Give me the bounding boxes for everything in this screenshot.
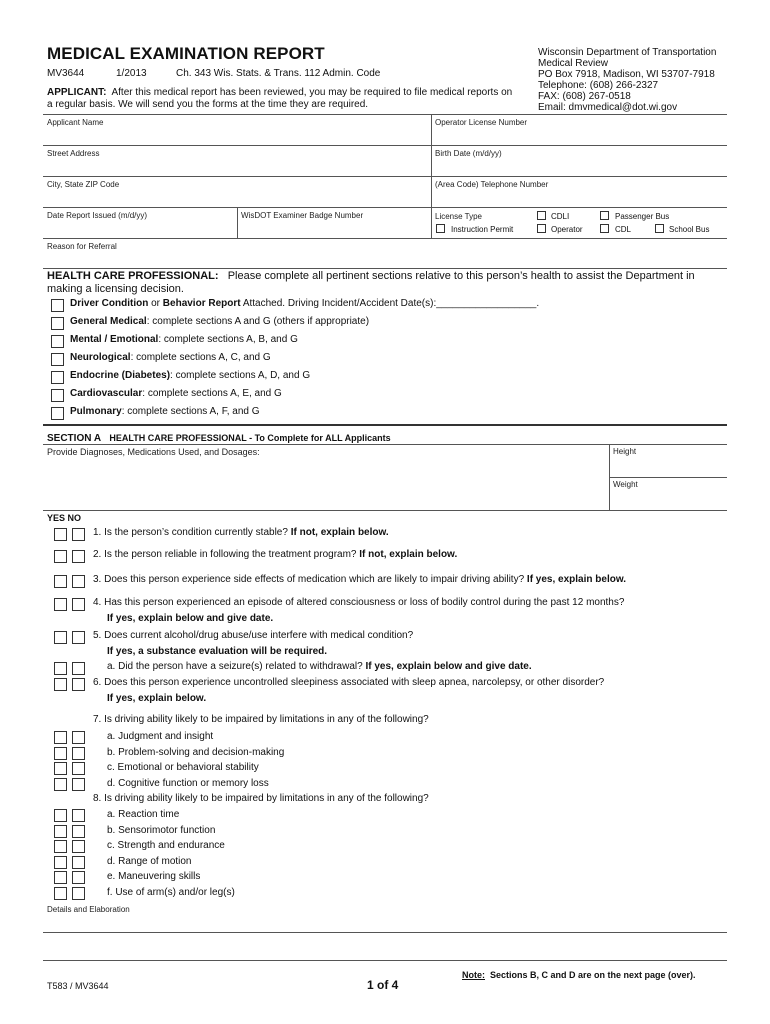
hcp-checkbox[interactable] bbox=[51, 407, 64, 420]
hcp-checkbox[interactable] bbox=[51, 299, 64, 312]
no-checkbox[interactable] bbox=[72, 856, 85, 869]
instruction-permit-checkbox[interactable] bbox=[436, 224, 445, 233]
divider bbox=[43, 238, 727, 239]
section-a-header bbox=[47, 433, 391, 444]
hcp-checkbox[interactable] bbox=[51, 371, 64, 384]
note-text: Sections B, C and D are on the next page (over). bbox=[490, 970, 696, 980]
question-text: d. Range of motion bbox=[107, 855, 192, 867]
question-text: e. Maneuvering skills bbox=[107, 871, 201, 882]
yes-checkbox[interactable] bbox=[54, 840, 67, 853]
license-number-field[interactable]: Operator License Number bbox=[435, 118, 528, 127]
applicant-name-field[interactable]: Applicant Name bbox=[47, 118, 104, 127]
hcp-instructions bbox=[47, 270, 727, 296]
cdl-checkbox[interactable] bbox=[600, 224, 609, 233]
applicant-notice bbox=[47, 87, 517, 111]
instruction-permit-label: Instruction Permit bbox=[451, 225, 514, 234]
hcp-item: Mental / Emotional: complete sections A, B, and G bbox=[70, 334, 298, 345]
agency-line: Telephone: (608) 266-2327 bbox=[538, 80, 659, 91]
telephone-field[interactable]: (Area Code) Telephone Number bbox=[435, 180, 549, 189]
hcp-checkbox[interactable] bbox=[51, 317, 64, 330]
diagnoses-field[interactable]: Provide Diagnoses, Medications Used, and Dosages: bbox=[47, 447, 260, 457]
badge-number-field[interactable]: WisDOT Examiner Badge Number bbox=[241, 211, 364, 220]
cdli-label: CDLI bbox=[551, 212, 570, 221]
no-checkbox[interactable] bbox=[72, 598, 85, 611]
form-authority: Ch. 343 Wis. Stats. & Trans. 112 Admin. Code bbox=[176, 68, 381, 79]
yes-checkbox[interactable] bbox=[54, 778, 67, 791]
agency-line: Medical Review bbox=[538, 58, 609, 69]
form-date: 1/2013 bbox=[116, 68, 147, 79]
question-text: a. Reaction time bbox=[107, 809, 180, 820]
no-checkbox[interactable] bbox=[72, 678, 85, 691]
birth-date-field[interactable]: Birth Date (m/d/yy) bbox=[435, 149, 502, 158]
divider bbox=[431, 114, 432, 238]
school-bus-checkbox[interactable] bbox=[655, 224, 664, 233]
applicant-text: After this medical report has been reviewed, you may be required to file medical reports on a regular basis. We will send you the forms at the time they are required. bbox=[47, 87, 513, 110]
divider bbox=[43, 145, 727, 146]
hcp-checkbox[interactable] bbox=[51, 335, 64, 348]
question-text: 1. Is the person’s condition currently stable? If not, explain below. bbox=[93, 527, 389, 538]
yes-checkbox[interactable] bbox=[54, 856, 67, 869]
no-checkbox[interactable] bbox=[72, 778, 85, 791]
yes-checkbox[interactable] bbox=[54, 747, 67, 760]
hcp-item: Pulmonary: complete sections A, F, and G bbox=[70, 406, 260, 417]
cdl-label: CDL bbox=[615, 225, 632, 234]
applicant-label: APPLICANT: bbox=[47, 87, 107, 98]
divider bbox=[43, 114, 727, 115]
divider bbox=[43, 268, 727, 269]
question-text: 7. Is driving ability likely to be impaired by limitations in any of the following? bbox=[93, 714, 429, 725]
yes-checkbox[interactable] bbox=[54, 887, 67, 900]
weight-field[interactable]: Weight bbox=[613, 480, 638, 489]
footer-form-id: T583 / MV3644 bbox=[47, 981, 109, 991]
question-text: f. Use of arm(s) and/or leg(s) bbox=[107, 886, 235, 898]
divider bbox=[43, 444, 727, 445]
no-checkbox[interactable] bbox=[72, 825, 85, 838]
no-checkbox[interactable] bbox=[72, 528, 85, 541]
question-text: a. Did the person have a seizure(s) related to withdrawal? If yes, explain below and give date. bbox=[107, 661, 532, 672]
divider bbox=[43, 176, 727, 177]
agency-line: Wisconsin Department of Transportation bbox=[538, 47, 717, 58]
license-type-label: License Type bbox=[435, 212, 482, 221]
question-text: 6. Does this person experience uncontrolled sleepiness associated with sleep apnea, narcolepsy, or other disorder? bbox=[93, 677, 605, 688]
note-label: Note: bbox=[462, 970, 485, 980]
reason-for-referral-field[interactable]: Reason for Referral bbox=[47, 242, 117, 251]
hcp-item: General Medical: complete sections A and G (others if appropriate) bbox=[70, 316, 370, 327]
agency-address bbox=[538, 47, 716, 113]
no-checkbox[interactable] bbox=[72, 887, 85, 900]
yes-checkbox[interactable] bbox=[54, 575, 67, 588]
passenger-bus-label: Passenger Bus bbox=[615, 212, 670, 221]
divider bbox=[609, 477, 727, 478]
divider bbox=[43, 960, 727, 961]
question-text: b. Sensorimotor function bbox=[107, 824, 216, 836]
section-a-rule bbox=[43, 424, 727, 426]
hcp-label: HEALTH CARE PROFESSIONAL: bbox=[47, 270, 219, 282]
form-title: MEDICAL EXAMINATION REPORT bbox=[47, 44, 325, 63]
street-address-field[interactable]: Street Address bbox=[47, 149, 100, 158]
question-text: c. Strength and endurance bbox=[107, 840, 225, 851]
footer-note bbox=[462, 970, 696, 980]
yes-no-header: YES NO bbox=[47, 513, 82, 523]
operator-checkbox[interactable] bbox=[537, 224, 546, 233]
question-text: 2. Is the person reliable in following the treatment program? If not, explain below. bbox=[93, 549, 458, 560]
yes-checkbox[interactable] bbox=[54, 550, 67, 563]
section-a-title: HEALTH CARE PROFESSIONAL - To Complete for ALL Applicants bbox=[109, 433, 391, 443]
form-number: MV3644 bbox=[47, 68, 85, 79]
hcp-checkbox[interactable] bbox=[51, 353, 64, 366]
divider bbox=[43, 510, 727, 511]
hcp-item: Endocrine (Diabetes): complete sections A, D, and G bbox=[70, 370, 311, 381]
divider bbox=[237, 207, 238, 238]
question-text: If yes, explain below and give date. bbox=[107, 613, 274, 624]
no-checkbox[interactable] bbox=[72, 871, 85, 884]
yes-checkbox[interactable] bbox=[54, 762, 67, 775]
question-text: 3. Does this person experience side effects of medication which are likely to impair driving ability? If yes, explain below. bbox=[93, 574, 627, 585]
page-number: 1 of 4 bbox=[367, 978, 399, 992]
question-text: If yes, a substance evaluation will be required. bbox=[107, 646, 328, 657]
yes-checkbox[interactable] bbox=[54, 528, 67, 541]
question-text: 5. Does current alcohol/drug abuse/use interfere with medical condition? bbox=[93, 630, 414, 641]
yes-checkbox[interactable] bbox=[54, 871, 67, 884]
no-checkbox[interactable] bbox=[72, 631, 85, 644]
yes-checkbox[interactable] bbox=[54, 825, 67, 838]
no-checkbox[interactable] bbox=[72, 809, 85, 822]
yes-checkbox[interactable] bbox=[54, 678, 67, 691]
no-checkbox[interactable] bbox=[72, 662, 85, 675]
date-issued-field[interactable]: Date Report Issued (m/d/yy) bbox=[47, 211, 148, 220]
no-checkbox[interactable] bbox=[72, 550, 85, 563]
no-checkbox[interactable] bbox=[72, 762, 85, 775]
yes-checkbox[interactable] bbox=[54, 731, 67, 744]
agency-line: FAX: (608) 267-0518 bbox=[538, 91, 631, 102]
divider bbox=[43, 207, 727, 208]
agency-line: PO Box 7918, Madison, WI 53707-7918 bbox=[538, 69, 715, 80]
passenger-bus-checkbox[interactable] bbox=[600, 211, 609, 220]
height-field[interactable]: Height bbox=[613, 447, 637, 456]
question-text: a. Judgment and insight bbox=[107, 731, 214, 742]
question-text: If yes, explain below. bbox=[107, 693, 207, 704]
hcp-text: Please complete all pertinent sections relative to this person’s health to assist the Department in making a licensing decision. bbox=[47, 270, 695, 295]
no-checkbox[interactable] bbox=[72, 747, 85, 760]
yes-checkbox[interactable] bbox=[54, 662, 67, 675]
hcp-item: Neurological: complete sections A, C, and G bbox=[70, 352, 271, 363]
yes-checkbox[interactable] bbox=[54, 631, 67, 644]
city-state-zip-field[interactable]: City, State ZIP Code bbox=[47, 180, 120, 189]
no-checkbox[interactable] bbox=[72, 575, 85, 588]
no-checkbox[interactable] bbox=[72, 840, 85, 853]
question-text: 8. Is driving ability likely to be impaired by limitations in any of the following? bbox=[93, 793, 429, 804]
question-text: d. Cognitive function or memory loss bbox=[107, 777, 269, 789]
question-text: 4. Has this person experienced an episode of altered consciousness or loss of bodily control during the past 12 months? bbox=[93, 597, 625, 608]
yes-checkbox[interactable] bbox=[54, 809, 67, 822]
no-checkbox[interactable] bbox=[72, 731, 85, 744]
operator-label: Operator bbox=[551, 225, 583, 234]
question-text: b. Problem-solving and decision-making bbox=[107, 746, 285, 758]
agency-email: Email: dmvmedical@dot.wi.gov bbox=[538, 102, 678, 113]
school-bus-label: School Bus bbox=[669, 225, 710, 234]
hcp-checkbox[interactable] bbox=[51, 389, 64, 402]
hcp-item: Driver Condition or Behavior Report Attached. Driving Incident/Accident Date(s):__________________. bbox=[70, 298, 540, 309]
divider bbox=[43, 932, 727, 933]
details-elaboration-field[interactable]: Details and Elaboration bbox=[47, 905, 130, 914]
cdli-checkbox[interactable] bbox=[537, 211, 546, 220]
question-text: c. Emotional or behavioral stability bbox=[107, 762, 259, 773]
section-a-label: SECTION A bbox=[47, 433, 102, 444]
hcp-item: Cardiovascular: complete sections A, E, and G bbox=[70, 388, 282, 399]
yes-checkbox[interactable] bbox=[54, 598, 67, 611]
